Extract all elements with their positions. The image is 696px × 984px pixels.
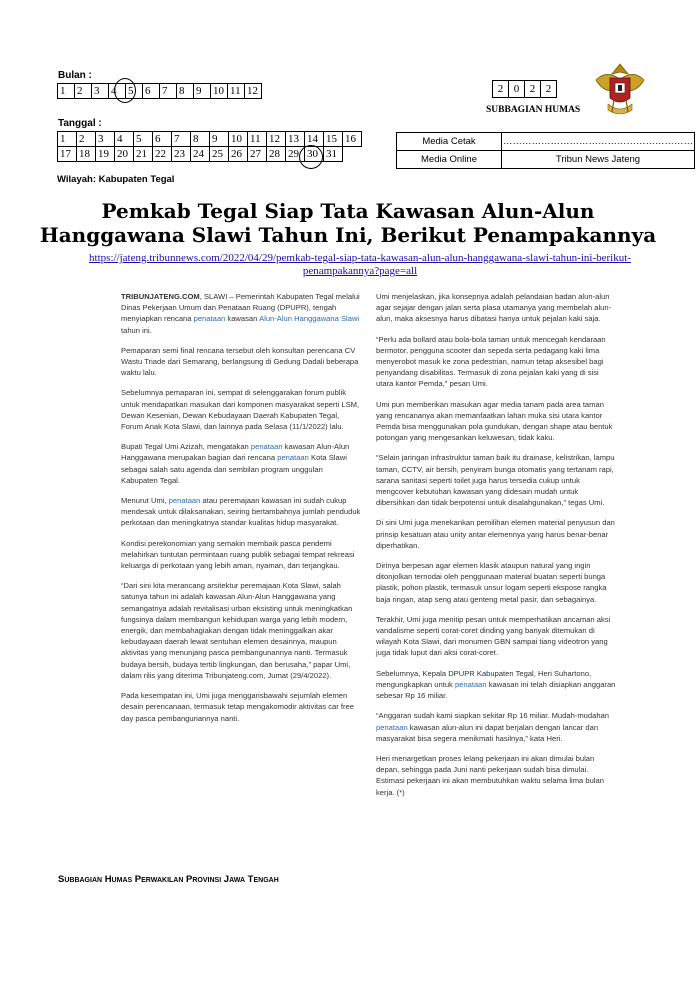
day-cell: 31 bbox=[324, 147, 343, 162]
day-cell: 18 bbox=[77, 147, 96, 162]
paragraph: “Perlu ada bollard atau bola-bola taman untuk mencegah kendaraan bermotor, pengguna scooter dan sepeda serta pedagang kaki lima menyerobot masuk ke zona pedestrian, namun tetap aksesibel bagi penyandang disabilitas. Termasuk di zona pejalan kaki yang di sisi utara kantor Pemda,” pesan Umi. bbox=[376, 334, 606, 389]
paragraph: “Anggaran sudah kami siapkan sekitar Rp 16 miliar. Mudah-mudahan penataan kawasan alun-alun ini dapat berjalan dengan lancar dan masyarakat bisa segera menikmati hasilnya,” kata Heri. bbox=[376, 711, 609, 743]
day-cell: 22 bbox=[153, 147, 172, 162]
article-title bbox=[20, 199, 676, 247]
month-grid bbox=[57, 83, 262, 99]
keyword-link[interactable]: penataan bbox=[454, 679, 487, 689]
month-cell: 5 bbox=[126, 84, 143, 99]
paragraph: Heri menargetkan proses lelang pekerjaan ini akan dimulai bulan depan, sehingga pada Juni nanti pekerjaan sudah bisa dimulai. Estimasi pekerjaan ini akan membutuhkan waktu selama lima bulan kerja. (*) bbox=[376, 753, 604, 797]
article-right-column bbox=[376, 291, 618, 807]
paragraph: Di sini Umi juga menekankan pemilihan elemen material penyusun dan prinsip kesatuan atau unity antar elemennya yang harus benar-benar diperhatikan. bbox=[376, 518, 615, 550]
paragraph: TRIBUNJATENG.COM, SLAWI – Pemerintah Kabupaten Tegal melalui Dinas Pekerjaan Umum dan Penataan Ruang (DPUPR), tengah menyiapkan rencana penataan kawasan Alun-Alun Hanggawana Slawi tahun ini. bbox=[121, 292, 360, 335]
media-cetak-value: …………………………………………………… bbox=[502, 133, 695, 151]
month-cell: 4 bbox=[109, 84, 126, 99]
article-url[interactable] bbox=[40, 252, 680, 278]
day-cell: 23 bbox=[172, 147, 191, 162]
year-digit: 2 bbox=[493, 81, 509, 98]
day-cell: 28 bbox=[267, 147, 286, 162]
day-cell: 7 bbox=[172, 132, 191, 147]
month-cell: 6 bbox=[143, 84, 160, 99]
day-cell: 15 bbox=[324, 132, 343, 147]
paragraph: “Dari sini kita merancang arsitektur peremajaan Kota Slawi, salah satunya tahun ini adalah kawasan Alun-Alun Hanggawana yang semangatnya adalah revitalisasi urban eksisting untuk meningkatkan fungsinya dalam membangun kehidupan warga yang lebih modern, energik, dan membahagiakan dengan tidak meninggalkan akar kebudayaan daerah lewat sentuhan elemen desainnya, maupun aktivitas yang menunjang pasca pembangunannya nanti. Termasuk budaya bersih, budaya tertib lingkungan, dan berusaha,” papar Umi, dalam rilis yang diterima Tribunjateng.com, Jumat (29/4/2022). bbox=[121, 581, 353, 680]
day-cell: 4 bbox=[115, 132, 134, 147]
url-line-1[interactable]: https://jateng.tribunnews.com/2022/04/29/pemkab-tegal-siap-tata-kawasan-alun-alun-hanggawana-slawi-tahun-ini-berikut- bbox=[89, 252, 631, 264]
keyword-link[interactable]: Alun-Alun Hanggawana Slawi bbox=[259, 314, 360, 324]
paragraph: Dirinya berpesan agar elemen klasik ataupun natural yang ingin ditonjolkan ternodai oleh penggunaan material buatan seperti bunga plastik, pohon plastik, termasuk unsur logam seperti ekspose rangka baja ringan, atap seng atau genteng metal pasir, dan sebagainya. bbox=[376, 561, 607, 604]
media-online-value: Tribun News Jateng bbox=[502, 151, 695, 169]
url-line-2[interactable]: penampakannya?page=all bbox=[302, 265, 418, 277]
paragraph: “Selain jaringan infrastruktur taman baik itu drainase, kelistrikan, lampu taman, CCTV, air bersih, penyiram bunga otomatis yang tertanam rapi, sarana sanitasi seperti toilet juga harus tersedia cukup untuk mengcover kebutuhan kawasan yang didesain mudah untuk dibersihkan dan tidak berpotensi untuk disalahgunakan,” tegas Umi. bbox=[376, 453, 615, 508]
media-table bbox=[396, 132, 695, 169]
paragraph: Bupati Tegal Umi Azizah, mengatakan penataan kawasan Alun-Alun Hanggawana merupakan bagian dari rencana penataan Kota Slawi sebagai salah satu agenda dari sembilan program unggulan Kabupaten Tegal. bbox=[121, 442, 350, 485]
day-cell: 6 bbox=[153, 132, 172, 147]
bulan-label: Bulan : bbox=[58, 70, 92, 81]
title-line-1: Pemkab Tegal Siap Tata Kawasan Alun-Alun bbox=[101, 199, 595, 223]
paragraph: Pemaparan semi final rencana tersebut oleh konsultan perencana CV Wastu Triade dari Semarang, berlangsung di Gedung Dadali beberapa waktu lalu. bbox=[121, 345, 359, 378]
day-cell: 27 bbox=[248, 147, 267, 162]
day-cell: 16 bbox=[343, 132, 362, 147]
month-cell: 1 bbox=[58, 84, 75, 99]
day-cell: 13 bbox=[286, 132, 305, 147]
month-cell: 10 bbox=[211, 84, 228, 99]
day-cell: 19 bbox=[96, 147, 115, 162]
media-cetak-label: Media Cetak bbox=[397, 133, 502, 151]
day-cell: 2 bbox=[77, 132, 96, 147]
day-cell: 9 bbox=[210, 132, 229, 147]
selected-month-circle bbox=[114, 78, 136, 103]
day-cell: 1 bbox=[58, 132, 77, 147]
paragraph: Sebelumnya pemaparan ini, sempat di selenggarakan forum publik untuk mendapatkan masukan dari komponen masyarakat seperti LSM, Dewan Kesenian, Dewan Kebudayaan Daerah Kabupaten Tegal, Forum Anak Kota Slawi, dan lainnya pada Selasa (11/1/2022) lalu. bbox=[121, 388, 360, 432]
selected-day-circle bbox=[299, 145, 323, 169]
month-cell: 8 bbox=[177, 84, 194, 99]
keyword-link[interactable]: penataan bbox=[277, 453, 309, 463]
paragraph: Menurut Umi, penataan atau peremajaan kawasan ini sudah cukup mendesak untuk dilaksanakan, seiring bertambahnya jumlah penduduk perkotaan dan meningkatnya standar kualitas hidup masyarakat. bbox=[121, 496, 361, 528]
day-cell: 10 bbox=[229, 132, 248, 147]
year-digit: 2 bbox=[525, 81, 541, 98]
title-line-2: Hanggawana Slawi Tahun Ini, Berikut Penampakannya bbox=[39, 223, 657, 247]
day-cell: 21 bbox=[134, 147, 153, 162]
paragraph: Pada kesempatan ini, Umi juga menggarisbawahi sejumlah elemen desain perencanaan, termasuk tetap mengakomodir aktivitas car free day pasca pembangunannya nanti. bbox=[121, 691, 354, 723]
day-cell: 14 bbox=[305, 132, 324, 147]
day-cell: 11 bbox=[248, 132, 267, 147]
month-cell: 12 bbox=[245, 84, 262, 99]
paragraph: Sebelumnya, Kepala DPUPR Kabupaten Tegal, Heri Suhartono, mengungkapkan untuk penataan kawasan ini telah disiapkan anggaran sebesar Rp 16 miliar. bbox=[376, 668, 616, 701]
subbagian-humas: SUBBAGIAN HUMAS bbox=[486, 105, 581, 115]
day-cell: 17 bbox=[58, 147, 77, 162]
day-cell: 24 bbox=[191, 147, 210, 162]
keyword-link[interactable]: penataan bbox=[193, 314, 226, 324]
media-online-label: Media Online bbox=[397, 151, 502, 169]
day-cell: 26 bbox=[229, 147, 248, 162]
keyword-link[interactable]: penataan bbox=[250, 442, 283, 452]
article-left-column bbox=[121, 291, 361, 733]
day-cell: 5 bbox=[134, 132, 153, 147]
day-cell: 29 bbox=[286, 147, 305, 162]
year-digit: 0 bbox=[509, 81, 525, 98]
paragraph: Umi pun memberikan masukan agar media tanam pada area taman yang rencananya akan memanfaatkan lahan muka sisi utara kantor Pemda bisa menggunakan pola gundukan, dengan shape atau bentuk potongan yang mengesankan keluwesan, tidak kaku. bbox=[376, 399, 613, 443]
day-cell: 12 bbox=[267, 132, 286, 147]
day-cell: 8 bbox=[191, 132, 210, 147]
footer-text: Subbagian Humas Perwakilan Provinsi Jawa Tengah bbox=[58, 874, 279, 885]
garuda-emblem-icon bbox=[592, 60, 648, 122]
day-cell: 20 bbox=[115, 147, 134, 162]
day-cell: 30 bbox=[305, 147, 324, 162]
day-cell: 25 bbox=[210, 147, 229, 162]
year-box bbox=[492, 80, 557, 98]
month-cell: 7 bbox=[160, 84, 177, 99]
paragraph: Terakhir, Umi juga menitip pesan untuk memperhatikan ancaman aksi vandalisme seperti corat-coret dinding yang banyak ditemukan di wilayah Kota Slawi, dari monumen GBN sampai tiang videotron yang juga tidak luput dari aksi corat-coret. bbox=[376, 614, 611, 658]
month-cell: 3 bbox=[92, 84, 109, 99]
paragraph: Umi menjelaskan, jika konsepnya adalah pelandaian badan alun-alun agar sejajar dengan jalan serta plasa utamanya yang membelah alun-alun, maka aksesnya harus dibatasi hanya untuk pejalan kaki saja. bbox=[376, 292, 612, 324]
source-tag: TRIBUNJATENG.COM bbox=[121, 292, 200, 301]
day-cell: 3 bbox=[96, 132, 115, 147]
paragraph: Kondisi perekonomian yang semakin membaik pasca pendemi melahirkan tuntutan permintaan ruang publik sebagai tempat rekreasi keluarga di perkotaan yang lebih aman, nyaman, dan terjangkau. bbox=[121, 538, 355, 571]
month-cell: 11 bbox=[228, 84, 245, 99]
year-digit: 2 bbox=[541, 81, 557, 98]
month-cell: 9 bbox=[194, 84, 211, 99]
month-cell: 2 bbox=[75, 84, 92, 99]
keyword-link[interactable]: penataan bbox=[168, 496, 201, 506]
wilayah: Wilayah: Kabupaten Tegal bbox=[57, 174, 175, 185]
keyword-link[interactable]: penataan bbox=[376, 722, 408, 732]
tanggal-label: Tanggal : bbox=[58, 118, 102, 129]
